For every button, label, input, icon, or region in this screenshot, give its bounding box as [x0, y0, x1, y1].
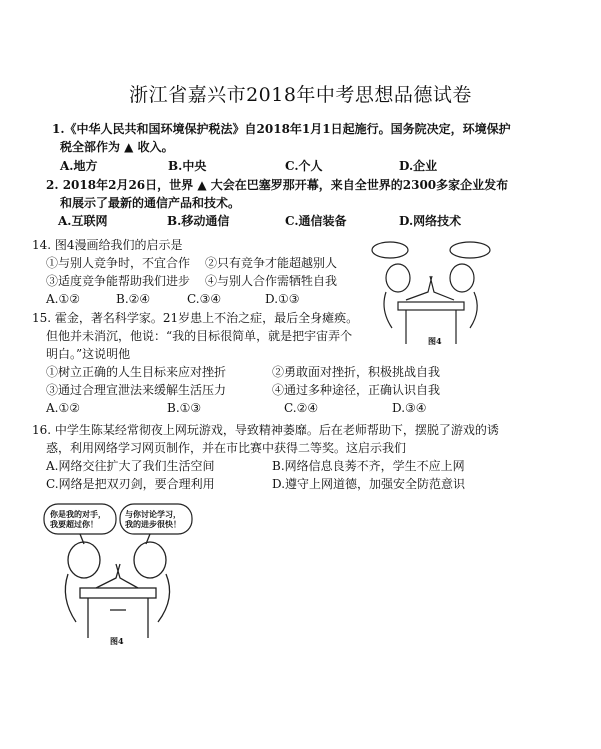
q1-option-c: C.个人	[285, 159, 323, 173]
q1-option-a: A.地方	[60, 159, 98, 173]
figure-4-small-caption: 图4	[428, 336, 442, 346]
q14-stem: 14. 图4漫画给我们的启示是	[32, 238, 183, 252]
q15-statement-3: ③通过合理宣泄法来缓解生活压力	[46, 383, 227, 397]
q15-option-b: B.①③	[167, 401, 202, 415]
q16-option-b: B.网络信息良莠不齐，学生不应上网	[272, 459, 465, 473]
q2-stem-line1: 2. 2018年2月26日，世界 ▲ 大会在巴塞罗那开幕，来自全世界的2300多家企业发布	[46, 178, 509, 192]
q14-statement-3: ③适度竞争能帮助我们进步	[46, 274, 191, 288]
q15-statement-4: ④通过多种途径，正确认识自我	[272, 383, 441, 397]
figure-4-large-caption: 图4	[110, 636, 124, 646]
q14-statement-4: ④与别人合作需牺牲自我	[205, 274, 338, 288]
q2-option-a: A.互联网	[58, 214, 108, 228]
q1-option-b: B.中央	[168, 159, 207, 173]
q15-stem-line2: 但他并未消沉，他说：“我的目标很简单，就是把宇宙弄个	[46, 329, 353, 343]
q14-option-b: B.②④	[116, 292, 151, 306]
q14-statement-1: ①与别人竞争时，不宜合作	[46, 256, 191, 270]
q1-stem-line1: 1.《中华人民共和国环境保护税法》自2018年1月1日起施行。国务院决定，环境保护	[52, 122, 511, 136]
q2-option-b: B.移动通信	[167, 214, 230, 228]
q16-option-c: C.网络是把双刃剑，要合理利用	[46, 477, 215, 491]
figure-4-small	[370, 240, 495, 350]
bubble-left-line2: 我要超过你！	[50, 519, 98, 529]
q15-option-d: D.③④	[392, 401, 427, 415]
q15-stem-line3: 明白。”这说明他	[46, 347, 131, 361]
bubble-right-line2: 我的进步很快！	[125, 519, 181, 529]
q2-option-d: D.网络技术	[399, 214, 462, 228]
q14-statement-2: ②只有竞争才能超越别人	[205, 256, 338, 270]
bubble-left-line1: 你是我的对手，	[50, 509, 106, 519]
arm-wrestling-cartoon-small	[370, 240, 495, 350]
q16-option-a: A.网络交往扩大了我们生活空间	[46, 459, 215, 473]
q14-option-d: D.①③	[265, 292, 300, 306]
q16-stem-line1: 16. 中学生陈某经常彻夜上网玩游戏，导致精神萎靡。后在老师帮助下，摆脱了游戏的诱	[32, 423, 499, 437]
q1-stem-line2: 税全部作为 ▲ 收入。	[60, 140, 174, 154]
q15-option-a: A.①②	[46, 401, 80, 415]
speech-bubble-left-text	[50, 509, 106, 529]
q15-statement-2: ②勇敢面对挫折，积极挑战自我	[272, 365, 441, 379]
q16-option-d: D.遵守上网道德，加强安全防范意识	[272, 477, 466, 491]
speech-bubble-right-text	[125, 509, 181, 529]
exam-title: 浙江省嘉兴市2018年中考思想品德试卷	[129, 84, 472, 106]
q2-stem-line2: 和展示了最新的通信产品和技术。	[60, 196, 241, 210]
q16-stem-line2: 惑，利用网络学习网页制作，并在市比赛中获得二等奖。这启示我们	[46, 441, 407, 455]
q14-option-c: C.③④	[187, 292, 222, 306]
bubble-right-line1: 与你讨论学习，	[125, 509, 181, 519]
q2-option-c: C.通信装备	[285, 214, 347, 228]
q14-option-a: A.①②	[46, 292, 80, 306]
q1-option-d: D.企业	[399, 159, 438, 173]
q15-stem-line1: 15. 霍金，著名科学家。21岁患上不治之症，最后全身瘫痪。	[32, 311, 359, 325]
q15-statement-1: ①树立正确的人生目标来应对挫折	[46, 365, 227, 379]
figure-4-large	[40, 500, 220, 650]
q15-option-c: C.②④	[284, 401, 319, 415]
